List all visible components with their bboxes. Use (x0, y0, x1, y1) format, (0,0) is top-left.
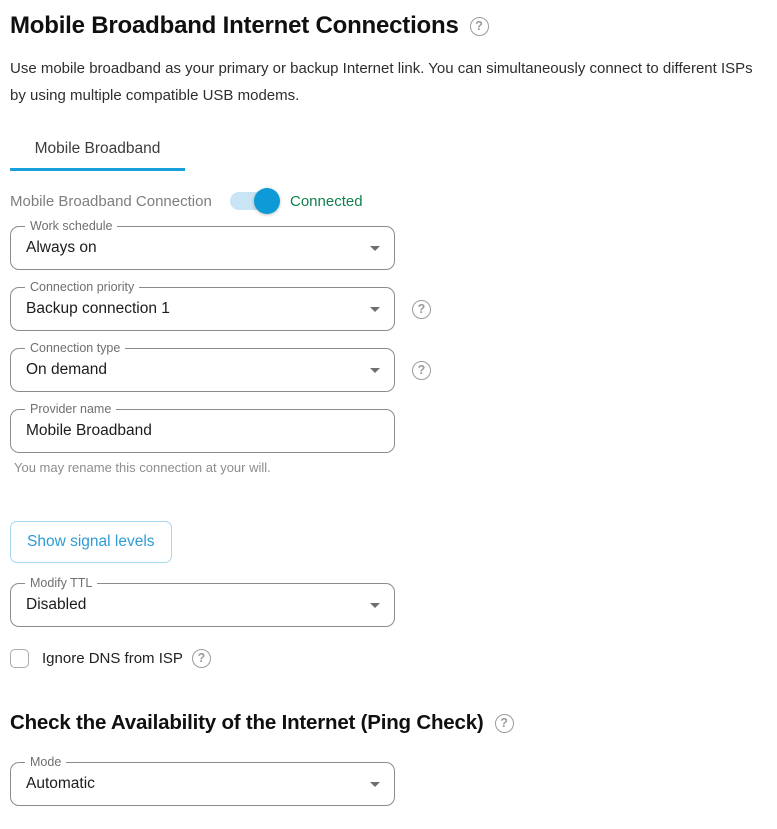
connection-type-value: On demand (26, 361, 107, 378)
show-signal-levels-button[interactable]: Show signal levels (10, 521, 172, 563)
ignore-dns-checkbox[interactable] (10, 649, 29, 668)
ping-mode-value: Automatic (26, 775, 95, 792)
work-schedule-value: Always on (26, 239, 97, 256)
provider-name-hint: You may rename this connection at your will. (14, 460, 271, 475)
connection-priority-select[interactable] (10, 280, 395, 331)
ping-check-title: Check the Availability of the Internet (Ping Check) (10, 711, 484, 734)
connection-type-label: Connection type (25, 341, 125, 356)
connection-type-help-icon[interactable]: ? (412, 361, 431, 380)
work-schedule-label: Work schedule (25, 219, 117, 234)
toggle-knob (254, 188, 280, 214)
modify-ttl-select[interactable] (10, 576, 395, 627)
ping-mode-row (10, 755, 767, 806)
connection-toggle-row (10, 192, 767, 210)
tab-bar (10, 140, 767, 171)
ignore-dns-row (10, 649, 767, 668)
page-description: Use mobile broadband as your primary or backup Internet link. You can simultaneously connect to different ISPs by using multiple compatible USB modems. (10, 60, 753, 104)
connection-type-select[interactable] (10, 341, 395, 392)
connection-status-text: Connected (290, 192, 363, 210)
connection-fields (10, 219, 767, 668)
connection-priority-row (10, 280, 767, 331)
connection-priority-label: Connection priority (25, 280, 139, 295)
connection-type-row (10, 341, 767, 392)
ping-check-help-icon[interactable]: ? (495, 714, 514, 733)
modify-ttl-label: Modify TTL (25, 576, 97, 591)
chevron-down-icon (370, 603, 380, 608)
connection-toggle-label: Mobile Broadband Connection (10, 192, 212, 210)
work-schedule-select[interactable] (10, 219, 395, 270)
chevron-down-icon (370, 246, 380, 251)
modify-ttl-row (10, 576, 767, 627)
work-schedule-row (10, 219, 767, 270)
ping-mode-select[interactable] (10, 755, 395, 806)
ping-check-title-row (10, 710, 767, 736)
ping-mode-label: Mode (25, 755, 66, 770)
page-title-row (10, 10, 767, 42)
page-title: Mobile Broadband Internet Connections (10, 12, 459, 39)
provider-name-row (10, 402, 767, 453)
tab-mobile-broadband[interactable]: Mobile Broadband (10, 140, 185, 171)
ignore-dns-label: Ignore DNS from ISP (42, 650, 183, 667)
chevron-down-icon (370, 307, 380, 312)
modify-ttl-value: Disabled (26, 596, 87, 613)
provider-name-input[interactable] (26, 411, 376, 451)
ignore-dns-help-icon[interactable]: ? (192, 649, 211, 668)
connection-priority-help-icon[interactable]: ? (412, 300, 431, 319)
page-help-icon[interactable]: ? (470, 17, 489, 36)
provider-name-field (10, 402, 395, 453)
mobile-broadband-toggle[interactable] (230, 192, 277, 210)
chevron-down-icon (370, 782, 380, 787)
chevron-down-icon (370, 368, 380, 373)
provider-name-label: Provider name (25, 402, 116, 417)
connection-priority-value: Backup connection 1 (26, 300, 170, 317)
